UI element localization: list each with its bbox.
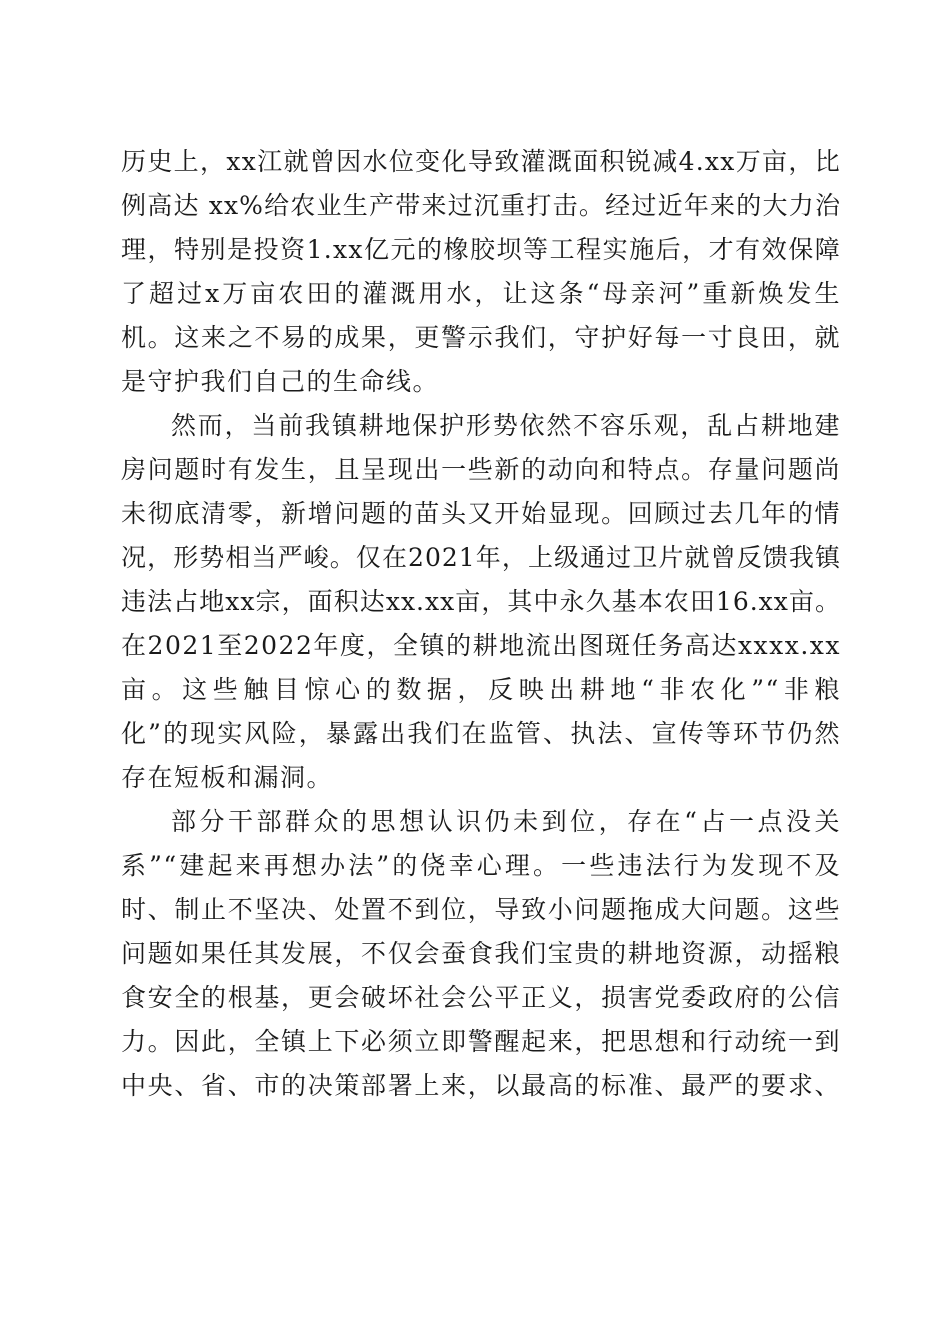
text-line: 未彻底清零，新增问题的苗头又开始显现。回顾过去几年的情 <box>121 499 841 528</box>
text-line: 亩。这些触目惊心的数据，反映出耕地“非农化”“非粮 <box>121 675 841 704</box>
text-line: 然而，当前我镇耕地保护形势依然不容乐观，乱占耕地建 <box>171 411 841 440</box>
text-line: 是守护我们自己的生命线。 <box>121 367 440 396</box>
text-line: 食安全的根基，更会破坏社会公平正义，损害党委政府的公信 <box>121 983 841 1012</box>
document-body <box>121 140 841 1108</box>
text-line: 化”的现实风险，暴露出我们在监管、执法、宣传等环节仍然 <box>121 719 841 748</box>
text-line: 存在短板和漏洞。 <box>121 763 334 792</box>
text-line: 历史上，xx江就曾因水位变化导致灌溉面积锐减4.xx万亩，比 <box>121 147 841 176</box>
text-line: 在2021至2022年度，全镇的耕地流出图斑任务高达xxxx.xx <box>121 631 841 660</box>
text-line: 房问题时有发生，且呈现出一些新的动向和特点。存量问题尚 <box>121 455 841 484</box>
text-line: 违法占地xx宗，面积达xx.xx亩，其中永久基本农田16.xx亩。 <box>121 587 841 616</box>
paragraph-3 <box>121 800 841 1108</box>
text-line: 中央、省、市的决策部署上来，以最高的标准、最严的要求、 <box>121 1071 841 1100</box>
paragraph-1 <box>121 140 841 404</box>
text-line: 问题如果任其发展，不仅会蚕食我们宝贵的耕地资源，动摇粮 <box>121 939 841 968</box>
text-line: 况，形势相当严峻。仅在2021年，上级通过卫片就曾反馈我镇 <box>121 543 841 572</box>
text-line: 部分干部群众的思想认识仍未到位，存在“占一点没关 <box>171 807 841 836</box>
text-line: 机。这来之不易的成果，更警示我们，守护好每一寸良田，就 <box>121 323 841 352</box>
text-line: 时、制止不坚决、处置不到位，导致小问题拖成大问题。这些 <box>121 895 841 924</box>
text-line: 例高达 xx%给农业生产带来过沉重打击。经过近年来的大力治 <box>121 191 841 220</box>
text-line: 系”“建起来再想办法”的侥幸心理。一些违法行为发现不及 <box>121 851 841 880</box>
paragraph-2 <box>121 404 841 800</box>
text-line: 了超过x万亩农田的灌溉用水，让这条“母亲河”重新焕发生 <box>121 279 841 308</box>
text-line: 力。因此，全镇上下必须立即警醒起来，把思想和行动统一到 <box>121 1027 841 1056</box>
text-line: 理，特别是投资1.xx亿元的橡胶坝等工程实施后，才有效保障 <box>121 235 841 264</box>
